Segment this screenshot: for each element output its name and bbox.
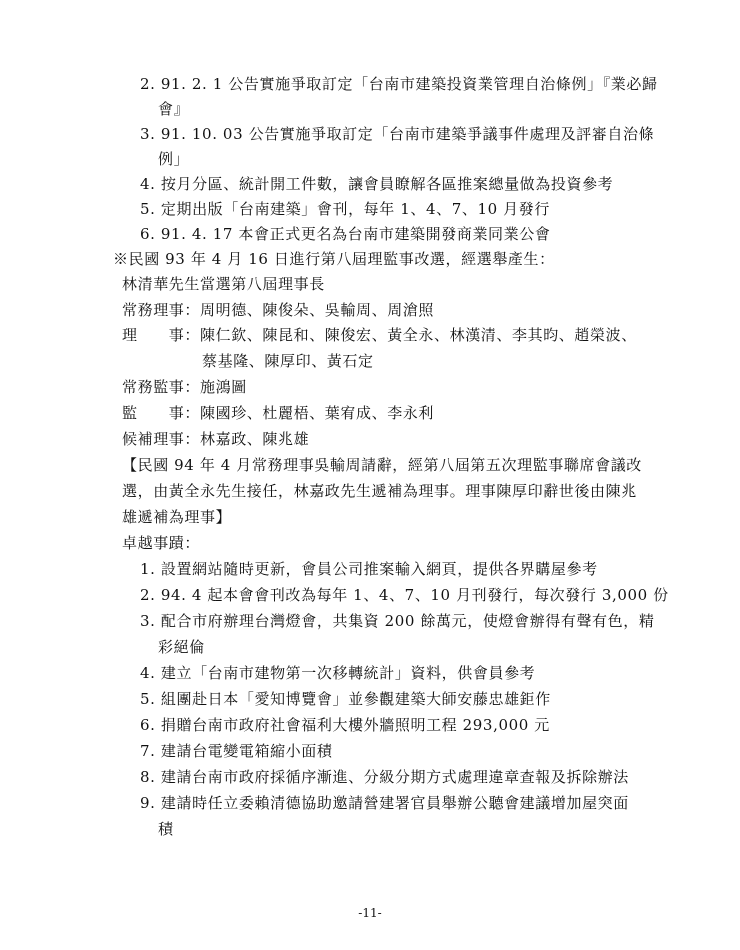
achievement-item-7: 7. 建請台電變電箱縮小面積 xyxy=(140,742,333,760)
chairman-line: 林清華先生當選第八屆理事長 xyxy=(122,275,325,293)
announcement-item-3-cont: 例」 xyxy=(158,150,190,168)
executive-directors-line: 常務理事：周明德、陳俊朵、吳輸周、周滄照 xyxy=(122,301,435,319)
change-note-line-3: 雄遞補為理事】 xyxy=(122,508,232,526)
achievement-item-2: 2. 94. 4 起本會會刊改為每年 1、4、7、10 月刊發行，每次發行 3,000 份 xyxy=(140,586,669,604)
announcement-item-5: 5. 定期出版「台南建築」會刊，每年 1、4、7、10 月發行 xyxy=(140,200,550,218)
achievement-item-8: 8. 建請台南市政府採循序漸進、分級分期方式處理違章查報及拆除辦法 xyxy=(140,768,629,786)
achievement-item-9-cont: 積 xyxy=(158,820,174,838)
achievement-item-1: 1. 設置網站隨時更新，會員公司推案輸入網頁，提供各界購屋參考 xyxy=(140,560,598,578)
achievement-item-5: 5. 組團赴日本「愛知博覽會」並參觀建築大師安藤忠雄鉅作 xyxy=(140,690,551,708)
announcement-item-6: 6. 91. 4. 17 本會正式更名為台南市建築開發商業同業公會 xyxy=(140,225,551,243)
achievement-item-3-cont: 彩絕倫 xyxy=(158,638,205,656)
announcement-item-2-cont: 會』 xyxy=(158,100,190,118)
directors-line-cont: 蔡基隆、陳厚印、黃石定 xyxy=(202,352,374,370)
election-note: ※民國 93 年 4 月 16 日進行第八屆理監事改選，經選舉產生： xyxy=(113,250,555,268)
achievement-item-4: 4. 建立「台南市建物第一次移轉統計」資料，供會員參考 xyxy=(140,664,536,682)
achievements-heading: 卓越事蹟： xyxy=(122,534,201,552)
directors-line: 理 事：陳仁欽、陳昆和、陳俊宏、黃全永、林漢清、李其昀、趙榮波、 xyxy=(122,326,637,344)
alternate-directors-line: 候補理事：林嘉政、陳兆雄 xyxy=(122,430,310,448)
change-note-line-2: 選，由黃全永先生接任，林嘉政先生遞補為理事。理事陳厚印辭世後由陳兆 xyxy=(122,482,637,500)
change-note-line-1: 【民國 94 年 4 月常務理事吳輸周請辭，經第八屆第五次理監事聯席會議改 xyxy=(122,456,642,474)
executive-supervisor-line: 常務監事：施鴻圖 xyxy=(122,378,247,396)
announcement-item-2: 2. 91. 2. 1 公告實施爭取訂定「台南市建築投資業管理自治條例」『業必歸 xyxy=(140,75,658,93)
announcement-item-3: 3. 91. 10. 03 公告實施爭取訂定「台南市建築爭議事件處理及評審自治條 xyxy=(140,125,655,143)
achievement-item-9: 9. 建請時任立委賴清德協助邀請營建署官員舉辦公聽會建議增加屋突面 xyxy=(140,794,629,812)
page-number: -11- xyxy=(358,906,382,920)
supervisors-line: 監 事：陳國珍、杜麗梧、葉宥成、李永利 xyxy=(122,404,435,422)
achievement-item-3: 3. 配合市府辦理台灣燈會，共集資 200 餘萬元，使燈會辦得有聲有色，精 xyxy=(140,612,655,630)
achievement-item-6: 6. 捐贈台南市政府社會福利大樓外牆照明工程 293,000 元 xyxy=(140,716,550,734)
announcement-item-4: 4. 按月分區、統計開工件數，讓會員瞭解各區推案總量做為投資參考 xyxy=(140,175,614,193)
